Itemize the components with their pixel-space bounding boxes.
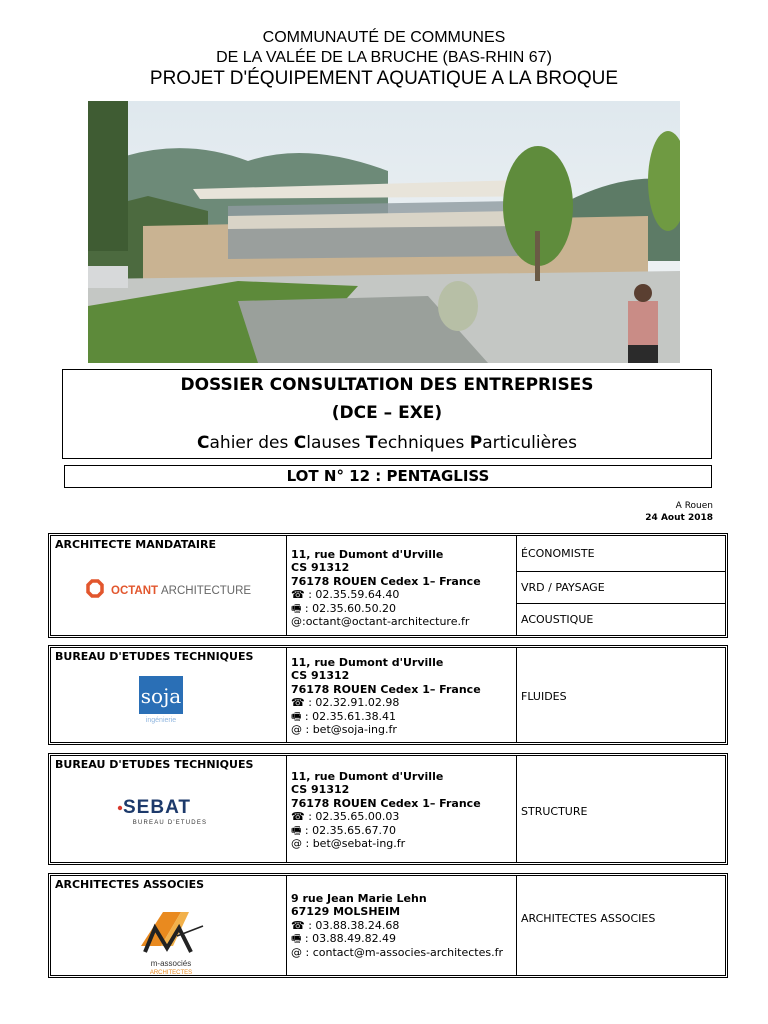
role-cell xyxy=(51,756,287,862)
header-line-2: DE LA VALÉE DE LA BRUCHE (BAS-RHIN 67) xyxy=(216,49,552,66)
title-line-1: DOSSIER CONSULTATION DES ENTREPRISES xyxy=(180,375,594,395)
title-word: articulières xyxy=(482,433,577,453)
sebat-logo xyxy=(115,794,225,826)
email-address: @ : bet@soja-ing.fr xyxy=(291,723,397,737)
address-line: 76178 ROUEN Cedex 1– France xyxy=(291,682,481,696)
mission-item: FLUIDES xyxy=(521,690,567,703)
svg-text:ARCHITECTURE: ARCHITECTURE xyxy=(161,585,252,597)
address-line: 76178 ROUEN Cedex 1– France xyxy=(291,574,481,588)
phone-number: ☎ : 02.35.65.00.03 xyxy=(291,810,400,824)
svg-text:BUREAU D'ETUDES: BUREAU D'ETUDES xyxy=(132,820,208,826)
address xyxy=(291,548,481,628)
title-word: echniques xyxy=(377,433,470,453)
address-line: CS 91312 xyxy=(291,561,350,575)
fax-number: 🖷 : 02.35.60.50.20 xyxy=(291,601,397,615)
address xyxy=(291,892,503,959)
mission-item: ARCHITECTES ASSOCIES xyxy=(521,912,656,925)
document-title-box xyxy=(62,369,712,459)
title-word: ahier des xyxy=(209,433,294,453)
role-cell xyxy=(51,648,287,742)
role-title: BUREAU D'ETUDES TECHNIQUES xyxy=(55,758,254,771)
contact-block-sebat xyxy=(48,753,728,865)
svg-text:SEBAT: SEBAT xyxy=(123,797,191,818)
address-cell xyxy=(287,536,517,635)
email-address: @:octant@octant-architecture.fr xyxy=(291,615,470,629)
svg-text:ARCHITECTES: ARCHITECTES xyxy=(149,970,193,976)
row-divider xyxy=(517,571,725,572)
title-initial: P xyxy=(469,433,483,453)
mission-item: VRD / PAYSAGE xyxy=(521,581,605,594)
place-date-value: 24 Aout 2018 xyxy=(645,513,713,523)
fax-number: 🖷 : 02.35.65.67.70 xyxy=(291,823,397,837)
octant-logo xyxy=(81,576,261,602)
missions-cell xyxy=(517,756,725,862)
lot-label: LOT N° 12 : PENTAGLISS xyxy=(64,465,712,488)
place-date xyxy=(645,500,713,524)
address-line: 11, rue Dumont d'Urville xyxy=(291,770,444,783)
svg-text:soja: soja xyxy=(140,684,182,708)
header-line-1: COMMUNAUTÉ DE COMMUNES xyxy=(262,29,506,46)
title-initial: C xyxy=(293,433,307,453)
contact-block-architect xyxy=(48,533,728,638)
contact-block-m-associes xyxy=(48,873,728,978)
address-line: 76178 ROUEN Cedex 1– France xyxy=(291,796,481,810)
address xyxy=(291,770,481,850)
role-title: ARCHITECTE MANDATAIRE xyxy=(55,538,216,551)
role-title: BUREAU D'ETUDES TECHNIQUES xyxy=(55,650,254,663)
fax-number: 🖷 : 02.35.61.38.41 xyxy=(291,709,397,723)
svg-text:ingénierie: ingénierie xyxy=(145,717,177,724)
missions-cell xyxy=(517,536,725,635)
title-initial: T xyxy=(365,433,378,453)
building-rendering-image xyxy=(88,101,680,363)
role-cell xyxy=(51,876,287,975)
title-line-2: (DCE – EXE) xyxy=(331,403,443,423)
contact-block-soja xyxy=(48,645,728,745)
address-line: CS 91312 xyxy=(291,669,350,683)
m-associes-logo xyxy=(133,906,209,976)
missions-cell xyxy=(517,876,725,975)
address-line: 11, rue Dumont d'Urville xyxy=(291,548,444,561)
phone-number: ☎ : 03.88.38.24.68 xyxy=(291,918,400,932)
email-address: @ : bet@sebat-ing.fr xyxy=(291,837,406,851)
address-cell xyxy=(287,648,517,742)
address-line: 67129 MOLSHEIM xyxy=(291,905,401,919)
phone-number: ☎ : 02.32.91.02.98 xyxy=(291,696,400,710)
address-line: 11, rue Dumont d'Urville xyxy=(291,656,444,669)
svg-text:m-associés: m-associés xyxy=(150,959,192,968)
mission-item: STRUCTURE xyxy=(521,805,588,818)
mission-item: ACOUSTIQUE xyxy=(521,613,594,626)
title-initial: C xyxy=(197,433,210,453)
place-city: A Rouen xyxy=(675,501,713,511)
email-address: @ : contact@m-associes-architectes.fr xyxy=(291,945,503,959)
phone-number: ☎ : 02.35.59.64.40 xyxy=(291,588,400,602)
svg-text:OCTANT: OCTANT xyxy=(111,585,159,597)
row-divider xyxy=(517,603,725,604)
address-line: CS 91312 xyxy=(291,783,350,797)
mission-item: ÉCONOMISTE xyxy=(521,547,595,560)
address-cell xyxy=(287,756,517,862)
address-cell xyxy=(287,876,517,975)
role-title: ARCHITECTES ASSOCIES xyxy=(55,878,205,891)
project-title: PROJET D'ÉQUIPEMENT AQUATIQUE A LA BROQUE xyxy=(149,68,619,89)
title-word: lauses xyxy=(306,433,366,453)
address xyxy=(291,656,481,736)
role-cell xyxy=(51,536,287,635)
title-line-3 xyxy=(63,432,711,454)
soja-logo xyxy=(139,676,183,724)
missions-cell xyxy=(517,648,725,742)
address-line: 9 rue Jean Marie Lehn xyxy=(291,892,427,905)
fax-number: 🖷 : 03.88.49.82.49 xyxy=(291,932,397,946)
